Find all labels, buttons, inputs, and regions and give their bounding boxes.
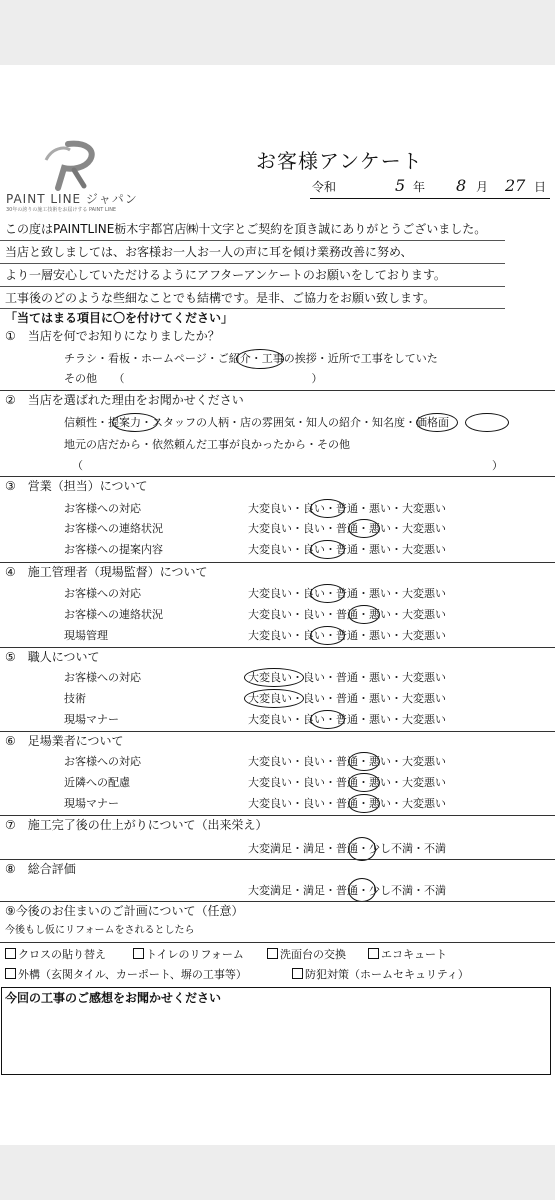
reform-option[interactable]: クロスの貼り替え bbox=[5, 948, 106, 962]
rating-scale: 大変良い・良い・普通・悪い・大変悪い bbox=[248, 713, 446, 726]
answer-circle bbox=[310, 499, 345, 518]
intro-line: 当店と致しましては、お客様お一人お一人の声に耳を傾け業務改善に努め、 bbox=[5, 245, 413, 259]
instruction: 「当てはまる項目に〇を付けてください」 bbox=[5, 311, 234, 325]
answer-circle bbox=[348, 773, 380, 792]
rating-scale: 大変良い・良い・普通・悪い・大変悪い bbox=[248, 755, 446, 768]
reform-option[interactable]: 防犯対策（ホームセキュリティ） bbox=[292, 968, 469, 982]
intro-line: 工事後のどのような些細なことでも結構です。是非、ご協力をお願い致します。 bbox=[5, 291, 436, 305]
answer-circle bbox=[244, 668, 304, 687]
q7-title: ⑦ 施工完了後の仕上がりについて（出来栄え） bbox=[5, 818, 268, 832]
answer-circle bbox=[465, 413, 509, 432]
reform-option[interactable]: 洗面台の交換 bbox=[267, 948, 346, 962]
date-underline bbox=[310, 198, 550, 199]
q5-item: 技術 bbox=[64, 692, 86, 705]
reform-option[interactable]: 外構（玄関タイル、カーポート、塀の工事等） bbox=[5, 968, 247, 982]
date-month-unit: 月 bbox=[476, 180, 489, 194]
rating-scale: 大変良い・良い・普通・悪い・大変悪い bbox=[248, 629, 446, 642]
answer-circle bbox=[348, 519, 380, 538]
satisfaction-scale: 大変満足・満足・普通・少し不満・不満 bbox=[248, 842, 446, 855]
date-era: 令和 bbox=[312, 180, 337, 194]
answer-circle bbox=[348, 605, 380, 624]
answer-circle bbox=[310, 584, 345, 603]
q2-other-close: ） bbox=[492, 459, 503, 472]
reform-option[interactable]: トイレのリフォーム bbox=[133, 948, 244, 962]
q9-title: ⑨今後のお住まいのご計画について（任意） bbox=[5, 904, 244, 918]
q6-title: ⑥ 足場業者について bbox=[5, 734, 124, 748]
q2-options: 信頼性・提案力・スタッフの人柄・店の雰囲気・知人の紹介・知名度・価格面 bbox=[64, 416, 449, 429]
rating-scale: 大変良い・良い・普通・悪い・大変悪い bbox=[248, 671, 446, 684]
q1-other: その他 （ ） bbox=[64, 372, 323, 385]
date-day-unit: 日 bbox=[534, 180, 547, 194]
q4-item: 現場管理 bbox=[64, 629, 108, 642]
satisfaction-scale: 大変満足・満足・普通・少し不満・不満 bbox=[248, 884, 446, 897]
date-year: 5 bbox=[395, 176, 406, 195]
q4-title: ④ 施工管理者（現場監督）について bbox=[5, 565, 208, 579]
q1-options: チラシ・看板・ホームページ・ご紹介・工事の挨拶・近所で工事をしていた bbox=[64, 352, 438, 365]
q2-title: ② 当店を選ばれた理由をお聞かせください bbox=[5, 393, 244, 407]
reform-option[interactable]: エコキュート bbox=[368, 948, 447, 962]
rating-scale: 大変良い・良い・普通・悪い・大変悪い bbox=[248, 543, 446, 556]
q3-item: お客様への連絡状況 bbox=[64, 522, 163, 535]
q5-item: お客様への対応 bbox=[64, 671, 141, 684]
rating-scale: 大変良い・良い・普通・悪い・大変悪い bbox=[248, 776, 446, 789]
answer-circle bbox=[244, 689, 304, 708]
paint-line-logo-icon bbox=[38, 140, 98, 192]
answer-circle bbox=[310, 540, 345, 559]
survey-title: お客様アンケート bbox=[256, 149, 423, 173]
rating-scale: 大変良い・良い・普通・悪い・大変悪い bbox=[248, 608, 446, 621]
intro-line: この度はPAINTLINE栃木宇都宮店㈱十文字とご契約を頂き誠にありがとうございました。 bbox=[5, 222, 487, 236]
date-year-unit: 年 bbox=[413, 180, 426, 194]
q9-note: 今後もし仮にリフォームをされるとしたら bbox=[5, 925, 195, 936]
answer-circle bbox=[348, 837, 376, 861]
impression-title: 今回の工事のご感想をお聞かせください bbox=[5, 991, 222, 1005]
date-month: 8 bbox=[456, 176, 467, 195]
logo-brand: PAINT LINE ジャパン bbox=[6, 192, 138, 206]
date-day: 27 bbox=[505, 176, 526, 195]
answer-circle bbox=[112, 413, 158, 432]
answer-circle bbox=[348, 878, 376, 902]
q4-item: お客様への対応 bbox=[64, 587, 141, 600]
logo-tagline: 30年の誇りの施工技術をお届けする PAINT LINE bbox=[6, 207, 117, 213]
intro-line: より一層安心していただけるようにアフターアンケートのお願いをしております。 bbox=[5, 268, 446, 282]
q3-item: お客様への提案内容 bbox=[64, 543, 163, 556]
q2-options-2: 地元の店だから・依然頼んだ工事が良かったから・その他 bbox=[64, 438, 350, 451]
q6-item: 近隣への配慮 bbox=[64, 776, 130, 789]
q6-item: お客様への対応 bbox=[64, 755, 141, 768]
q4-item: お客様への連絡状況 bbox=[64, 608, 163, 621]
rating-scale: 大変良い・良い・普通・悪い・大変悪い bbox=[248, 587, 446, 600]
rating-scale: 大変良い・良い・普通・悪い・大変悪い bbox=[248, 797, 446, 810]
answer-circle bbox=[416, 413, 458, 432]
rating-scale: 大変良い・良い・普通・悪い・大変悪い bbox=[248, 522, 446, 535]
answer-circle bbox=[310, 626, 345, 645]
rating-scale: 大変良い・良い・普通・悪い・大変悪い bbox=[248, 692, 446, 705]
answer-circle bbox=[310, 710, 345, 729]
rating-scale: 大変良い・良い・普通・悪い・大変悪い bbox=[248, 502, 446, 515]
answer-circle bbox=[348, 794, 380, 813]
q3-title: ③ 営業（担当）について bbox=[5, 479, 148, 493]
answer-circle bbox=[236, 349, 284, 369]
q3-item: お客様への対応 bbox=[64, 502, 141, 515]
q2-other-open: （ bbox=[72, 459, 83, 472]
q5-title: ⑤ 職人について bbox=[5, 650, 100, 664]
q5-item: 現場マナー bbox=[64, 713, 119, 726]
answer-circle bbox=[348, 752, 380, 771]
q6-item: 現場マナー bbox=[64, 797, 119, 810]
q8-title: ⑧ 総合評価 bbox=[5, 862, 76, 876]
q1-title: ① 当店を何でお知りになりましたか？ bbox=[5, 329, 220, 343]
